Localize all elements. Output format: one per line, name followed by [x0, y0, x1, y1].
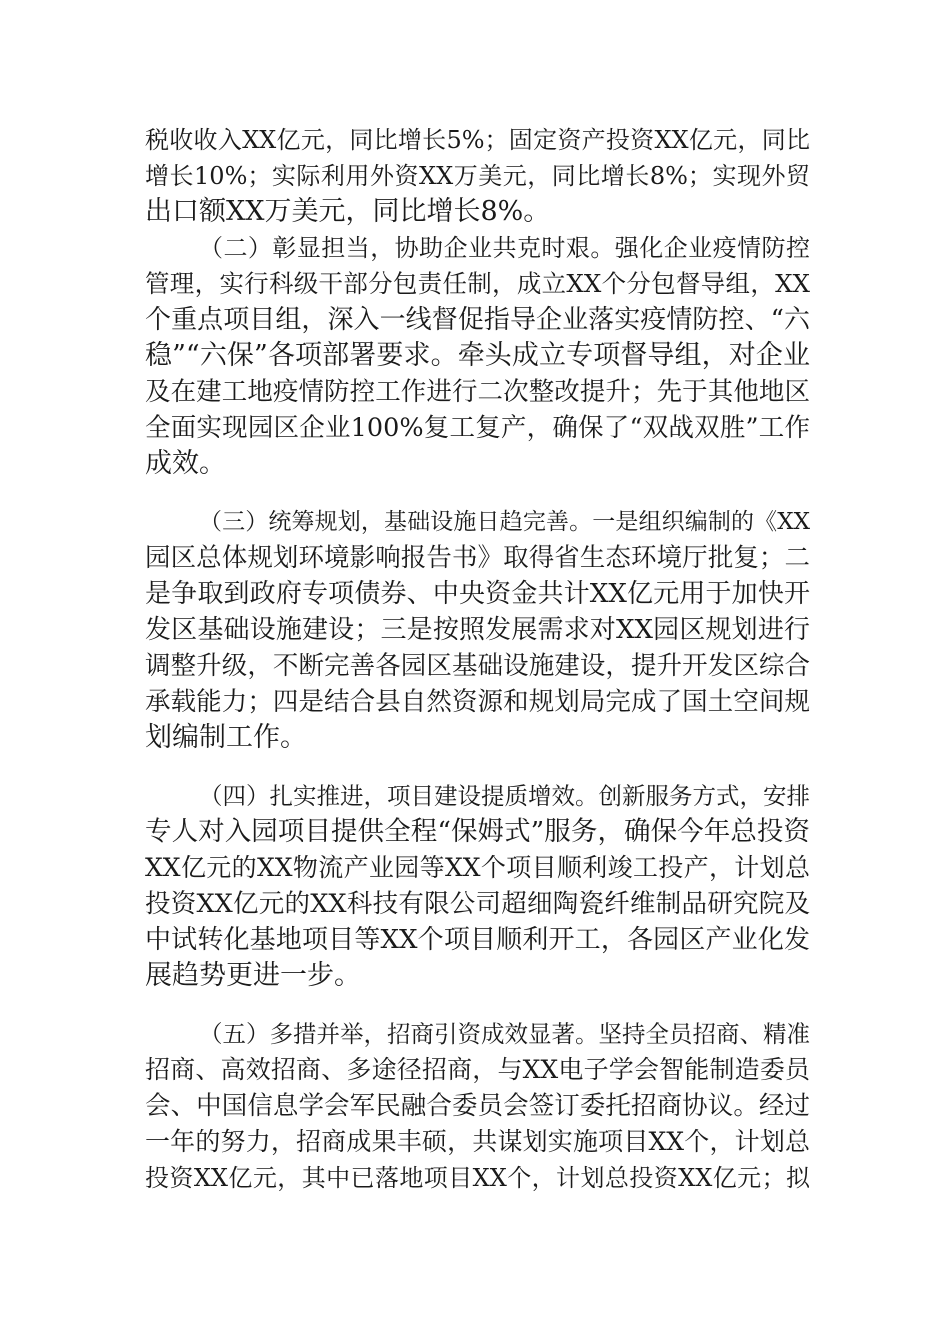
text-line: 展趋势更进一步。 [145, 960, 361, 991]
text-line: 税收收入XX亿元，同比增长5%；固定资产投资XX亿元，同比 [145, 126, 810, 154]
text-line: 稳”“六保”各项部署要求。牵头成立专项督导组，对企业 [145, 340, 810, 371]
text-line: 及在建工地疫情防控工作进行二次整改提升；先于其他地区 [145, 377, 810, 407]
text-line: 投资XX亿元，其中已落地项目XX个，计划总投资XX亿元；拟 [145, 1164, 810, 1192]
text-line: 中试转化基地项目等XX个项目顺利开工，各园区产业化发 [145, 925, 810, 955]
text-line: 会、中国信息学会军民融合委员会签订委托招商协议。经过 [145, 1091, 810, 1121]
paragraph-heading-line: （二）彰显担当，协助企业共克时艰。强化企业疫情防控 [199, 234, 810, 262]
text-line: 专人对入园项目提供全程“保姆式”服务，确保今年总投资 [145, 816, 810, 847]
text-line: 出口额XX万美元，同比增长8%。 [145, 196, 551, 227]
text-line: 成效。 [145, 448, 226, 479]
paragraph-heading-line: （三）统筹规划，基础设施日趋完善。一是组织编制的《XX [199, 509, 810, 535]
text-line: 全面实现园区企业100%复工复产，确保了“双战双胜”工作 [145, 413, 810, 443]
text-line: 划编制工作。 [145, 722, 307, 753]
text-line: 园区总体规划环境影响报告书》取得省生态环境厅批复；二 [145, 543, 810, 573]
text-line: 招商、高效招商、多途径招商，与XX电子学会智能制造委员 [145, 1055, 810, 1084]
text-line: 一年的努力，招商成果丰硕，共谋划实施项目XX个，计划总 [145, 1127, 810, 1156]
paragraph-heading-line: （五）多措并举，招商引资成效显著。坚持全员招商、精准 [199, 1020, 810, 1048]
text-line: 是争取到政府专项债券、中央资金共计XX亿元用于加快开 [145, 579, 810, 609]
text-line: 增长10%；实际利用外资XX万美元，同比增长8%；实现外贸 [145, 162, 810, 190]
text-line: 个重点项目组，深入一线督促指导企业落实疫情防控、“六 [145, 305, 810, 335]
text-line: 投资XX亿元的XX科技有限公司超细陶瓷纤维制品研究院及 [145, 889, 810, 919]
paragraph-heading-line: （四）扎实推进，项目建设提质增效。创新服务方式，安排 [199, 782, 810, 810]
text-line: 调整升级，不断完善各园区基础设施建设，提升开发区综合 [145, 651, 810, 681]
text-line: XX亿元的XX物流产业园等XX个项目顺利竣工投产，计划总 [145, 853, 810, 882]
text-line: 发区基础设施建设；三是按照发展需求对XX园区规划进行 [145, 615, 810, 645]
text-line: 管理，实行科级干部分包责任制，成立XX个分包督导组，XX [145, 269, 810, 298]
text-line: 承载能力；四是结合县自然资源和规划局完成了国土空间规 [145, 687, 810, 717]
